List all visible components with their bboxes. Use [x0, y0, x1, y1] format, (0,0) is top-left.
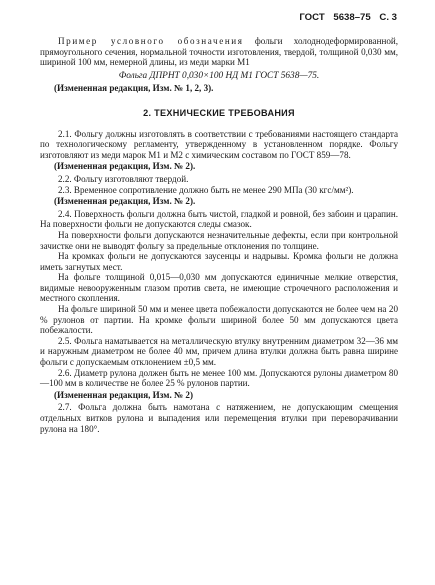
amendment-note: (Измененная редакция, Изм. № 1, 2, 3). — [54, 83, 214, 94]
amendment-note: (Измененная редакция, Изм. № 2) — [54, 389, 193, 400]
clause-2-5: 2.5. Фольга наматывается на металлическую втулку внутренним диаметром 32—36 мм и наружным диаметром не более 40 мм, причем длина втулки должна быть равна ширине фольги с допускаемым отклонением ±0,5 мм. — [40, 335, 398, 368]
clause-2-4-edges: На кромках фольги не допускаются заусенцы и надрывы. Кромка фольги не должна иметь загнутых мест. — [40, 251, 398, 272]
standard-label: ГОСТ — [299, 12, 325, 23]
designation-formula: Фольга ДПРНТ 0,030×100 НД М1 ГОСТ 5638—75. — [118, 70, 320, 81]
clause-2-3: 2.3. Временное сопротивление должно быть не менее 290 МПа (30 кгс/мм²). — [58, 184, 354, 195]
clause-2-4: 2.4. Поверхность фольги должна быть чистой, гладкой и ровной, без забоин и царапин. На поверхности фольги не допускаются следы смазок. — [40, 208, 398, 230]
clause-2-1: 2.1. Фольгу должны изготовлять в соответствии с требованиями настоящего стандарта по технологическому регламенту, утвержденному в установленном порядке. Фольгу изготовляют из меди марок М1 и М2 с химическим составом по ГОСТ 859—78. — [40, 128, 398, 160]
clause-2-4-holes: На фольге толщиной 0,015—0,030 мм допускаются единичные мелкие отверстия, видимые невооруженным глазом против света, не имеющие строчечного расположения и местного скопления. — [40, 272, 398, 304]
clause-2-2: 2.2. Фольгу изготовляют твердой. — [58, 173, 189, 184]
section-title: 2. ТЕХНИЧЕСКИЕ ТРЕБОВАНИЯ — [143, 107, 295, 118]
example-text: фольги холоднодеформированной, прямоугольного сечения, нормальной точности изготовления, твердой, толщиной 0,030 мм, шириной 100 мм, немерной длины, из меди марки М1 — [40, 36, 399, 68]
page-number: С. 3 — [379, 12, 397, 23]
clause-2-4-tarnish: На фольге шириной 50 мм и менее цвета побежалости допускаются не более чем на 20 % рулонов от партии. На кромке фольги шириной более 50 мм допускаются цвета побежалости. — [40, 304, 398, 336]
clause-2-7: 2.7. Фольга должна быть намотана с натяжением, не допускающим смещения отдельных витков рулона и выпадения или перемещения втулки при переворачивании рулона на 180°. — [40, 402, 398, 434]
amendment-note: (Измененная редакция, Изм. № 2). — [54, 161, 196, 172]
example-title: Пример условного обозначения — [58, 36, 244, 46]
page-header — [293, 12, 397, 23]
standard-number: 5638–75 — [333, 12, 371, 23]
clause-2-6: 2.6. Диаметр рулона должен быть не менее 100 мм. Допускаются рулоны диаметром 80—100 мм в количестве не более 25 % рулонов партии. — [40, 367, 398, 389]
designation-example — [40, 36, 398, 68]
amendment-note: (Измененная редакция, Изм. № 2). — [54, 196, 196, 207]
clause-2-4-defects: На поверхности фольги допускаются незначительные дефекты, если при контрольной зачистке они не выводят фольгу за предельные отклонения по толщине. — [40, 229, 398, 251]
document-body — [40, 36, 398, 434]
